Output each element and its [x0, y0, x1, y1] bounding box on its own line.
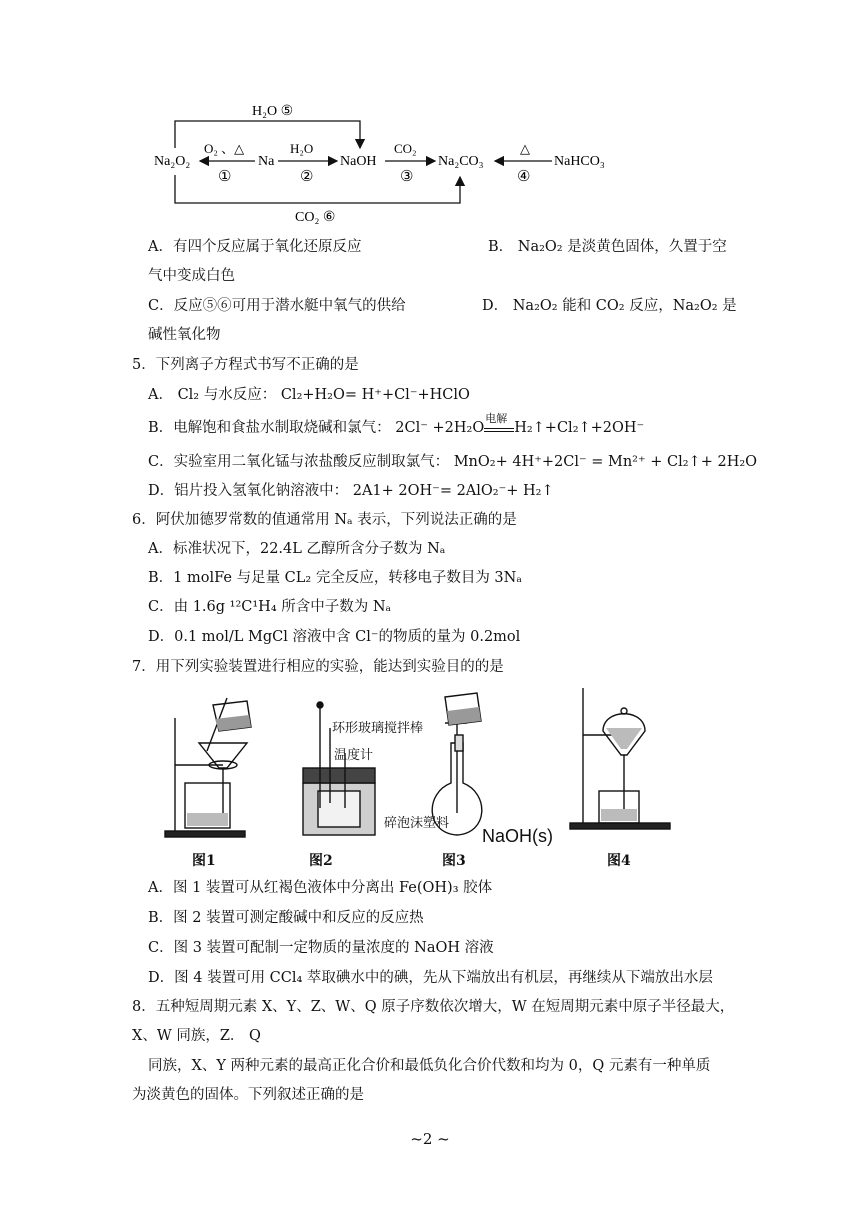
page-number: ~2 ~: [410, 1130, 450, 1148]
figure-2-label: 图2: [309, 853, 333, 869]
q7-stem: 7．用下列实验装置进行相应的实验，能达到实验目的的是: [132, 659, 504, 675]
label-naoh-solid: NaOH(s): [482, 826, 553, 846]
q6-option-b: B．1 molFe 与足量 CL₂ 完全反应，转移电子数目为 3Nₐ: [148, 570, 522, 586]
q4-option-a: A．有四个反应属于氧化还原反应: [148, 239, 362, 255]
scheme-c1: ①: [218, 169, 232, 185]
q4-option-d: D． Na₂O₂ 能和 CO₂ 反应，Na₂O₂ 是: [482, 298, 737, 314]
scheme-delta: △: [520, 141, 530, 156]
figure-4-label: 图4: [607, 853, 631, 869]
scheme-naoh: NaOH: [340, 154, 377, 169]
scheme-co2: CO₂: [394, 141, 417, 156]
q4-option-b: B． Na₂O₂ 是淡黄色固体，久置于空: [488, 239, 727, 255]
q8-line-4: 为淡黄色的固体。下列叙述正确的是: [132, 1087, 364, 1103]
label-stirring-rod: 环形玻璃搅拌棒: [332, 721, 424, 736]
scheme-co2-6: CO₂ ⑥: [295, 210, 336, 225]
electrolysis-arrow: [484, 412, 514, 438]
label-thermometer: 温度计: [334, 748, 374, 763]
q7-option-d: D．图 4 装置可用 CCl₄ 萃取碘水中的碘，先从下端放出有机层，再继续从下端放出水层: [148, 970, 713, 986]
apparatus-figures: [155, 683, 695, 873]
scheme-nahco3: NaHCO₃: [554, 154, 605, 169]
q5-option-a: A． Cl₂ 与水反应： Cl₂+H₂O= H⁺+Cl⁻+HClO: [148, 387, 470, 403]
q8-line-1: 8．五种短周期元素 X、Y、Z、W、Q 原子序数依次增大，W 在短周期元素中原子半径最大，: [132, 999, 735, 1015]
q6-option-d: D．0.1 mol/L MgCl 溶液中含 Cl⁻的物质的量为 0.2mol: [148, 629, 521, 645]
figure-1-filtration: [165, 698, 251, 837]
q5-stem: 5．下列离子方程式书写不正确的是: [132, 357, 359, 373]
scheme-h2o5: H₂O ⑤: [252, 104, 294, 119]
scheme-c4: ④: [517, 169, 531, 185]
scheme-na2o2: Na₂O₂: [154, 154, 191, 169]
scheme-c3: ③: [400, 169, 414, 185]
figure-1-label: 图1: [192, 853, 216, 869]
electrolysis-condition: 电解: [485, 412, 508, 425]
q5-option-c: C．实验室用二氧化锰与浓盐酸反应制取氯气： MnO₂+ 4H⁺+2Cl⁻ = Mn²⁺ + Cl₂↑+ 2H₂O: [148, 454, 758, 470]
q5-option-b-pre: B．电解饱和食盐水制取烧碱和氯气： 2Cl⁻ +2H₂O: [148, 420, 485, 436]
q7-option-a: A．图 1 装置可从红褐色液体中分离出 Fe(OH)₃ 胶体: [148, 880, 493, 896]
q7-option-c: C．图 3 装置可配制一定物质的量浓度的 NaOH 溶液: [148, 940, 494, 956]
scheme-na2co3: Na₂CO₃: [438, 154, 484, 169]
q6-option-c: C．由 1.6g ¹²C¹H₄ 所含中子数为 Nₐ: [148, 599, 392, 615]
figure-3-label: 图3: [442, 853, 466, 869]
q5-option-d: D．铝片投入氢氧化钠溶液中： 2A1+ 2OH⁻= 2AlO₂⁻+ H₂↑: [148, 483, 554, 499]
q4-option-d-cont: 碱性氧化物: [148, 327, 221, 343]
scheme-o2-delta: O₂ 、△: [204, 141, 245, 156]
q6-option-a: A．标准状况下，22.4L 乙醇所含分子数为 Nₐ: [148, 541, 446, 557]
scheme-h2o: H₂O: [290, 141, 314, 156]
figure-4-separatory-funnel: [570, 688, 670, 829]
q4-option-b-cont: 气中变成白色: [148, 268, 235, 284]
q6-stem: 6．阿伏加德罗常数的值通常用 Nₐ 表示，下列说法正确的是: [132, 512, 517, 528]
reaction-scheme: [140, 95, 660, 230]
q5-option-b: [148, 412, 645, 438]
q4-option-c: C．反应⑤⑥可用于潜水艇中氧气的供给: [148, 298, 406, 314]
q7-option-b: B．图 2 装置可测定酸碱中和反应的反应热: [148, 910, 424, 926]
q8-line-2: X、W 同族，Z． Q: [132, 1028, 261, 1044]
scheme-c2: ②: [300, 169, 314, 185]
q5-option-b-post: H₂↑+Cl₂↑+2OH⁻: [514, 420, 645, 436]
scheme-na: Na: [258, 154, 275, 169]
label-foam: 碎泡沫塑料: [384, 816, 450, 831]
q8-line-3: 同族，X、Y 两种元素的最高正化合价和最低负化合价代数和均为 0，Q 元素有一种单质: [148, 1058, 711, 1074]
